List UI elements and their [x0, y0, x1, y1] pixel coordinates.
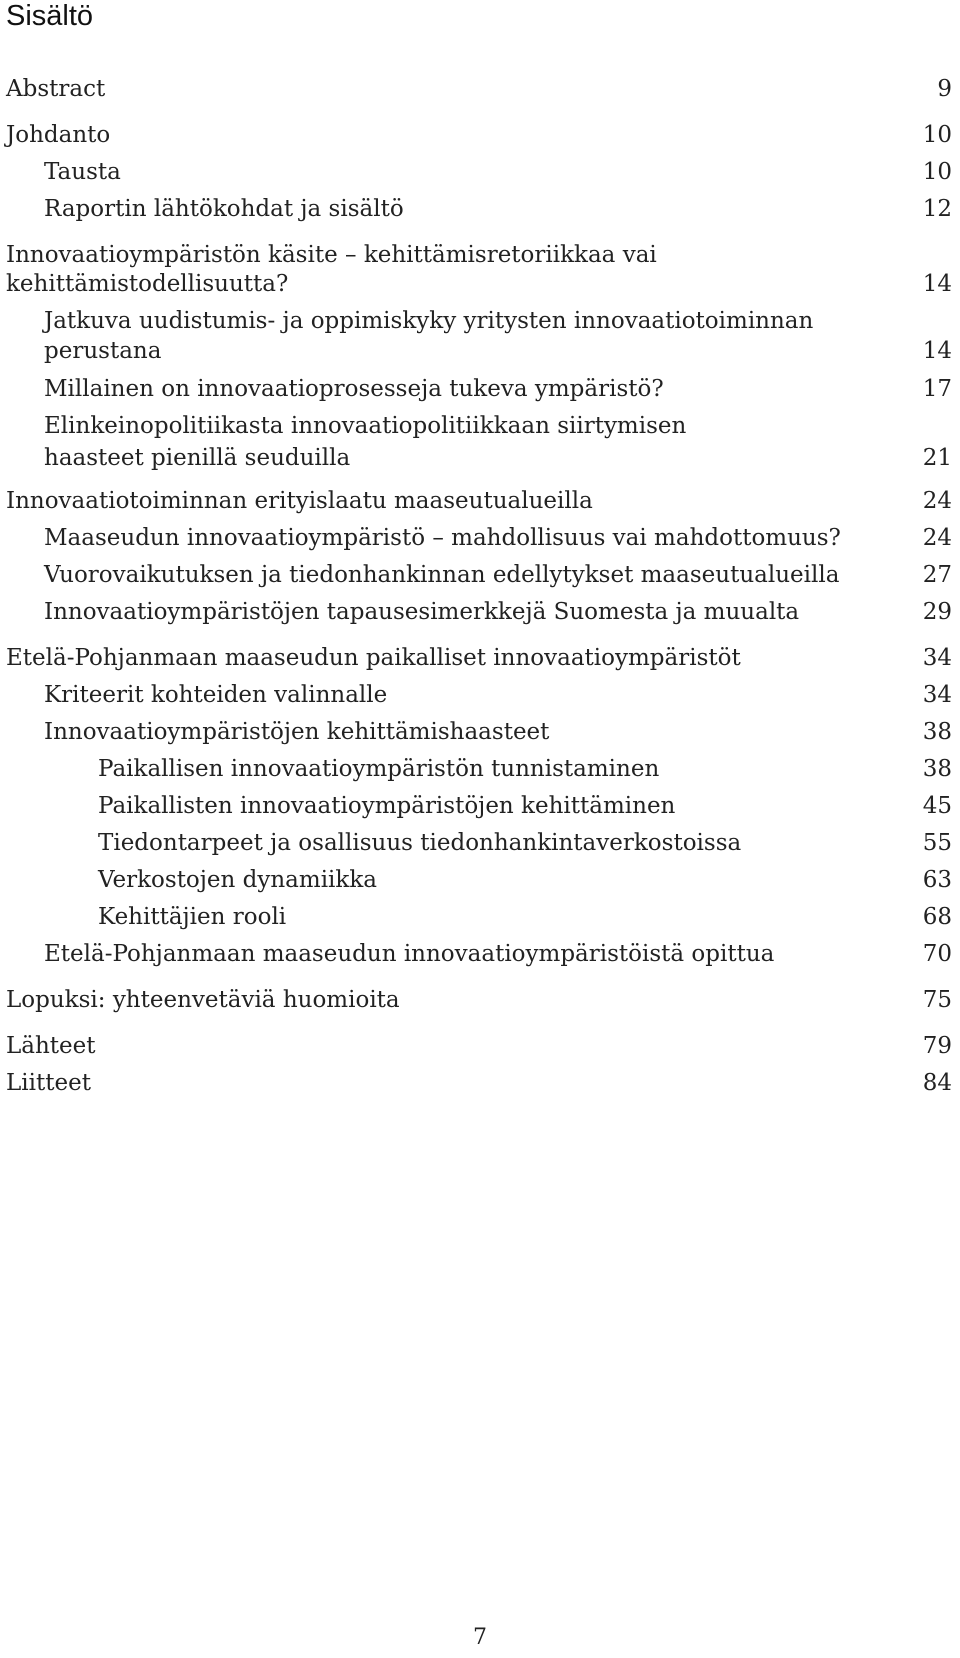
toc-entry[interactable]	[0, 240, 960, 302]
toc-entry[interactable]	[0, 120, 960, 158]
toc-entry[interactable]	[0, 865, 960, 903]
toc-entry-page: 70	[922, 941, 952, 967]
toc-entry-title: Etelä-Pohjanmaan maaseudun innovaatioympäristöistä opittua	[44, 941, 775, 967]
toc-entry-title: Innovaatioympäristöjen tapausesimerkkejä Suomesta ja muualta	[44, 599, 800, 625]
toc-entry-page: 12	[922, 196, 952, 222]
toc-entry[interactable]	[0, 486, 960, 524]
toc-entry-title: Raportin lähtökohdat ja sisältö	[44, 196, 404, 222]
toc-entry-page: 10	[922, 122, 952, 148]
toc-entry[interactable]	[0, 717, 960, 755]
toc-entry[interactable]	[0, 902, 960, 940]
toc-entry[interactable]	[0, 411, 960, 473]
toc-entry-page: 55	[922, 830, 952, 856]
toc-entry-page: 68	[922, 904, 952, 930]
toc-entry-page: 38	[922, 719, 952, 745]
toc-entry[interactable]	[0, 194, 960, 232]
toc-entry-page: 34	[922, 645, 952, 671]
toc-entry-title: Lähteet	[6, 1033, 96, 1059]
toc-entry-title: Verkostojen dynamiikka	[98, 867, 377, 893]
toc-entry-title-continued: haasteet pienillä seuduilla	[44, 445, 351, 471]
page-number: 7	[473, 1625, 487, 1650]
toc-entry[interactable]	[0, 791, 960, 829]
toc-entry-page: 21	[922, 445, 952, 471]
toc-entry[interactable]	[0, 754, 960, 792]
toc-entry[interactable]	[0, 680, 960, 718]
toc-entry[interactable]	[0, 306, 960, 368]
toc-entry-page: 84	[922, 1070, 952, 1096]
toc-entry-title: Johdanto	[6, 122, 111, 148]
toc-entry-title: Jatkuva uudistumis- ja oppimiskyky yritysten innovaatiotoiminnan	[44, 308, 814, 334]
toc-entry-title: Tiedontarpeet ja osallisuus tiedonhankintaverkostoissa	[98, 830, 742, 856]
toc-entry-page: 75	[922, 987, 952, 1013]
toc-entry-page: 45	[922, 793, 952, 819]
toc-entry-title: Innovaatioympäristöjen kehittämishaasteet	[44, 719, 550, 745]
toc-entry-title: Abstract	[6, 76, 106, 102]
toc-entry-page: 24	[922, 525, 952, 551]
toc-entry-title: Tausta	[44, 159, 121, 185]
toc-entry-page: 29	[922, 599, 952, 625]
toc-entry-page: 9	[937, 76, 952, 102]
toc-entry-title: Etelä-Pohjanmaan maaseudun paikalliset innovaatioympäristöt	[6, 645, 741, 671]
toc-entry-page: 10	[922, 159, 952, 185]
toc-entry-title: Vuorovaikutuksen ja tiedonhankinnan edellytykset maaseutualueilla	[44, 562, 840, 588]
toc-entry-title: Maaseudun innovaatioympäristö – mahdollisuus vai mahdottomuus?	[44, 525, 841, 551]
toc-entry-page: 63	[922, 867, 952, 893]
toc-entry-page: 79	[922, 1033, 952, 1059]
toc-entry-title: Liitteet	[6, 1070, 91, 1096]
toc-entry-page: 24	[922, 488, 952, 514]
page-title: Sisältö	[6, 0, 94, 32]
toc-entry-title: Kriteerit kohteiden valinnalle	[44, 682, 388, 708]
toc-entry-title-continued: perustana	[44, 338, 162, 364]
toc-entry[interactable]	[0, 643, 960, 681]
toc-entry-page: 14	[922, 271, 952, 297]
toc-entry[interactable]	[0, 1068, 960, 1106]
toc-entry[interactable]	[0, 560, 960, 598]
toc-entry-title-continued: kehittämistodellisuutta?	[6, 271, 289, 297]
toc-entry-title: Elinkeinopolitiikasta innovaatiopolitiikkaan siirtymisen	[44, 413, 687, 439]
toc-entry-page: 27	[922, 562, 952, 588]
toc-entry[interactable]	[0, 157, 960, 195]
toc-entry-page: 14	[922, 338, 952, 364]
toc-entry[interactable]	[0, 939, 960, 977]
toc-entry[interactable]	[0, 597, 960, 635]
toc-entry-title: Innovaatioympäristön käsite – kehittämisretoriikkaa vai	[6, 242, 657, 268]
toc-entry[interactable]	[0, 828, 960, 866]
toc-entry[interactable]	[0, 523, 960, 561]
toc-entry[interactable]	[0, 74, 960, 112]
toc-entry-title: Lopuksi: yhteenvetäviä huomioita	[6, 987, 400, 1013]
toc-entry-page: 17	[922, 376, 952, 402]
toc-entry-page: 34	[922, 682, 952, 708]
toc-entry[interactable]	[0, 985, 960, 1023]
toc-entry-title: Millainen on innovaatioprosesseja tukeva ympäristö?	[44, 376, 664, 402]
toc-entry[interactable]	[0, 1031, 960, 1069]
toc-entry-title: Paikallisten innovaatioympäristöjen kehittäminen	[98, 793, 676, 819]
toc-entry-title: Paikallisen innovaatioympäristön tunnistaminen	[98, 756, 660, 782]
toc-entry[interactable]	[0, 374, 960, 412]
toc-entry-page: 38	[922, 756, 952, 782]
toc-entry-title: Kehittäjien rooli	[98, 904, 287, 930]
toc-entry-title: Innovaatiotoiminnan erityislaatu maaseutualueilla	[6, 488, 593, 514]
